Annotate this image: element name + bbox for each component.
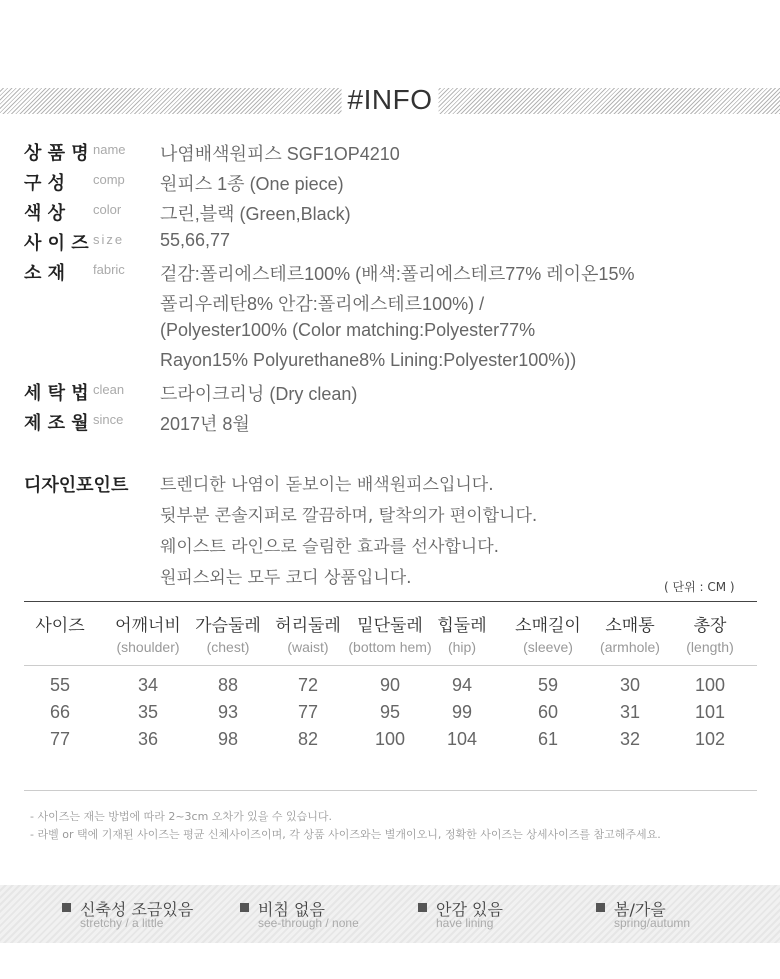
table-cell: 95 (379, 702, 401, 722)
spec-label-fabric: 소 재 (24, 263, 66, 284)
table-bottom-rule (24, 790, 757, 791)
feature-label: 비침 없음 (258, 900, 325, 919)
table-cell: 93 (217, 702, 239, 722)
table-cell: 82 (297, 729, 319, 749)
bullet-square-icon (418, 903, 427, 912)
table-cell: 88 (217, 675, 239, 695)
spec-value-color: 그린,블랙 (Green,Black) (160, 204, 351, 224)
spec-sub-name: name (93, 142, 126, 157)
feature-sub: see-through / none (258, 916, 359, 930)
spec-value-fabric-line-4: Rayon15% Polyurethane8% Lining:Polyester100%)) (160, 350, 577, 370)
spec-sub-color: color (93, 202, 122, 217)
table-cell: 98 (217, 729, 239, 749)
design-point-line-2: 뒷부분 콘솔지퍼로 깔끔하며, 탈착의가 편이합니다. (160, 506, 538, 526)
table-header-sub: (sleeve) (523, 639, 573, 655)
table-header-cell: 어깨너비 (115, 616, 181, 636)
spec-value-comp: 원피스 1종 (One piece) (160, 174, 344, 194)
table-header-sub: (chest) (206, 639, 250, 655)
table-cell: 35 (137, 702, 159, 722)
table-header-cell: 밑단둘레 (357, 616, 423, 636)
spec-value-since: 2017년 8월 (160, 414, 250, 434)
spec-label-comp: 구 성 (24, 173, 66, 194)
bullet-square-icon (596, 903, 605, 912)
page-title: #INFO (342, 80, 439, 120)
spec-value-fabric-line-2: 폴리우레탄8% 안감:폴리에스테르100%) / (160, 294, 485, 314)
table-header-cell: 사이즈 (35, 616, 85, 636)
table-cell: 99 (451, 702, 473, 722)
table-cell: 31 (619, 702, 641, 722)
table-header-sub: (armhole) (600, 639, 660, 655)
spec-value-clean: 드라이크리닝 (Dry clean) (160, 384, 358, 404)
spec-label-size: 사 이 즈 (24, 233, 89, 254)
note-line-1: - 사이즈는 재는 방법에 따라 2~3cm 오차가 있을 수 있습니다. (30, 810, 333, 823)
spec-sub-fabric: fabric (93, 262, 125, 277)
table-cell: 102 (694, 729, 726, 749)
table-header-sub: (length) (686, 639, 734, 655)
feature-sub: stretchy / a little (80, 916, 164, 930)
table-header-cell: 소매통 (605, 616, 655, 636)
spec-label-clean: 세 탁 법 (24, 383, 89, 404)
feature-label: 안감 있음 (436, 900, 503, 919)
table-cell: 94 (451, 675, 473, 695)
table-cell: 32 (619, 729, 641, 749)
spec-sub-size: size (93, 232, 125, 247)
design-point-label: 디자인포인트 (24, 475, 129, 496)
bullet-square-icon (62, 903, 71, 912)
feature-label: 봄/가을 (614, 900, 666, 919)
table-cell: 34 (137, 675, 159, 695)
table-header-cell: 소매길이 (515, 616, 581, 636)
table-cell: 30 (619, 675, 641, 695)
table-header-sub: (waist) (287, 639, 329, 655)
bullet-square-icon (240, 903, 249, 912)
table-cell: 60 (537, 702, 559, 722)
table-cell: 100 (374, 729, 406, 749)
design-point-line-3: 웨이스트 라인으로 슬림한 효과를 선사합니다. (160, 537, 500, 557)
table-header-cell: 가슴둘레 (195, 616, 261, 636)
table-cell: 100 (694, 675, 726, 695)
table-cell: 77 (297, 702, 319, 722)
table-cell: 55 (49, 675, 71, 695)
spec-sub-clean: clean (93, 382, 125, 397)
table-cell: 104 (446, 729, 478, 749)
design-point-line-4: 원피스외는 모두 코디 상품입니다. (160, 568, 412, 588)
spec-value-fabric-line-1: 겉감:폴리에스테르100% (배색:폴리에스테르77% 레이온15% (160, 264, 635, 284)
table-header-cell: 총장 (693, 616, 727, 636)
table-header-cell: 허리둘레 (275, 616, 341, 636)
table-header-rule (24, 665, 757, 666)
table-cell: 36 (137, 729, 159, 749)
spec-label-name: 상 품 명 (24, 143, 89, 164)
spec-sub-since: since (93, 412, 124, 427)
design-point-line-1: 트렌디한 나염이 돋보이는 배색원피스입니다. (160, 475, 494, 495)
spec-sub-comp: comp (93, 172, 125, 187)
table-cell: 61 (537, 729, 559, 749)
feature-sub: have lining (436, 916, 494, 930)
table-header-cell: 힙둘레 (437, 616, 487, 636)
spec-label-since: 제 조 월 (24, 413, 89, 434)
feature-sub: spring/autumn (614, 916, 691, 930)
feature-label: 신축성 조금있음 (80, 900, 194, 919)
table-cell: 66 (49, 702, 71, 722)
table-cell: 59 (537, 675, 559, 695)
table-cell: 72 (297, 675, 319, 695)
table-top-rule (24, 601, 757, 602)
table-cell: 101 (694, 702, 726, 722)
spec-value-size: 55,66,77 (160, 230, 231, 250)
table-header-sub: (shoulder) (116, 639, 180, 655)
table-header-sub: (hip) (447, 639, 476, 655)
note-line-2: - 라벨 or 택에 기재된 사이즈는 평균 신체사이즈이며, 각 상품 사이즈와는 별개이오니, 정확한 사이즈는 상세사이즈를 참고해주세요. (30, 828, 661, 841)
spec-value-fabric-line-3: (Polyester100% (Color matching:Polyester77% (160, 320, 536, 340)
unit-label: ( 단위 : CM ) (664, 580, 735, 594)
table-cell: 90 (379, 675, 401, 695)
spec-value-name: 나염배색원피스 SGF1OP4210 (160, 144, 400, 164)
spec-label-color: 색 상 (24, 203, 66, 224)
table-header-sub: (bottom hem) (348, 639, 432, 655)
table-cell: 77 (49, 729, 71, 749)
